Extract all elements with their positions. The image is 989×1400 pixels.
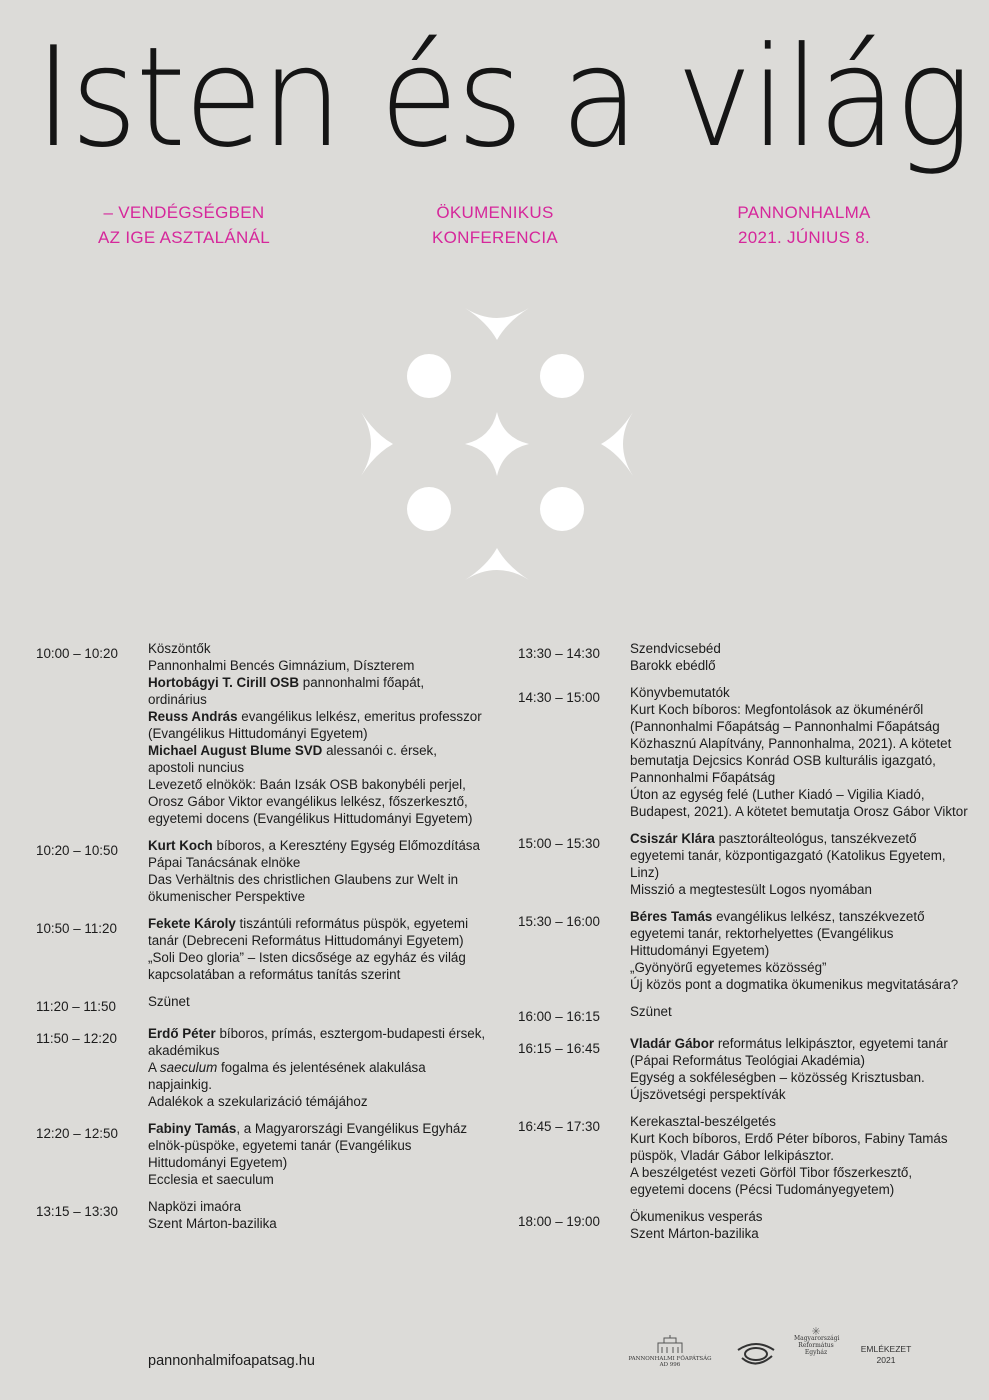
program-text: Das Verhältnis des christlichen Glaubens zur Welt in ökumenischer Perspektive bbox=[148, 872, 459, 904]
speaker-name: Hortobágyi T. Cirill OSB bbox=[148, 675, 300, 690]
program-line bbox=[148, 1059, 486, 1093]
program-text: fogalma és jelentésének alakulása napjainkig. bbox=[148, 1060, 426, 1092]
program-description bbox=[148, 640, 486, 827]
abbey-icon bbox=[655, 1334, 685, 1354]
website-url[interactable]: pannonhalmifoapatsag.hu bbox=[148, 1353, 315, 1369]
program-entry bbox=[36, 1120, 486, 1188]
program-line bbox=[148, 708, 486, 742]
program-text: bíboros, prímás, esztergom-budapesti érsek, akadémikus bbox=[148, 1026, 486, 1058]
program-text: Kerekasztal-beszélgetés bbox=[630, 1114, 776, 1129]
program-text: evangélikus lelkész, tanszékvezető egyetemi tanár, rektorhelyettes (Evangélikus Hittudományi Egyetem) bbox=[630, 909, 925, 958]
program-line bbox=[630, 657, 968, 674]
program-entry bbox=[518, 1003, 968, 1025]
program-text: „Gyönyörű egyetemes közösség” bbox=[630, 960, 827, 975]
program-text: Szent Márton-bazilika bbox=[630, 1226, 759, 1241]
program-text: Szünet bbox=[148, 994, 190, 1009]
program-description bbox=[630, 1208, 968, 1242]
program-entry bbox=[36, 640, 486, 827]
program-description bbox=[630, 684, 968, 820]
program-entry bbox=[518, 684, 968, 820]
speaker-name: Kurt Koch bbox=[148, 838, 213, 853]
program-text: Szent Márton-bazilika bbox=[148, 1216, 277, 1231]
program-entry bbox=[518, 908, 968, 993]
program-entry bbox=[36, 837, 486, 905]
speaker-name: Erdő Péter bbox=[148, 1026, 216, 1041]
program-time: 11:50 – 12:20 bbox=[36, 1031, 117, 1046]
program-description bbox=[148, 1120, 486, 1188]
program-line bbox=[148, 1198, 486, 1215]
program-entry bbox=[36, 915, 486, 983]
program-text: Misszió a megtestesült Logos nyomában bbox=[630, 882, 872, 897]
program-description bbox=[148, 1198, 486, 1232]
program-time: 15:30 – 16:00 bbox=[518, 914, 600, 929]
program-line bbox=[630, 908, 968, 959]
program-text: Pannonhalmi Bencés Gimnázium, Díszterem bbox=[148, 658, 415, 673]
program-line bbox=[630, 1113, 968, 1130]
program-entry bbox=[36, 1198, 486, 1232]
program-line bbox=[148, 1215, 486, 1232]
program-time: 18:00 – 19:00 bbox=[518, 1214, 600, 1229]
program-text: Újszövetségi perspektívák bbox=[630, 1087, 786, 1102]
program-description bbox=[148, 915, 486, 983]
program-text: Levezető elnökök: Baán Izsák OSB bakonybéli perjel, Orosz Gábor Viktor evangélikus lelkész, főszerkesztő, egyetemi docens (Evangélikus Hittudományi Egyetem) bbox=[148, 777, 473, 826]
program-text: Köszöntők bbox=[148, 641, 211, 656]
program-description bbox=[148, 993, 486, 1015]
program-text: Szendvicsebéd bbox=[630, 641, 721, 656]
program-time: 10:50 – 11:20 bbox=[36, 921, 117, 936]
cross-emblem-icon bbox=[357, 304, 637, 584]
program-description bbox=[630, 830, 968, 898]
program-left-column bbox=[36, 640, 486, 1242]
program-right-column bbox=[518, 640, 968, 1252]
program-text: Szünet bbox=[630, 1004, 672, 1019]
program-text: , a Magyarországi Evangélikus Egyház elnök-püspöke, egyetemi tanár (Evangélikus Hittudományi Egyetem) bbox=[148, 1121, 468, 1170]
program-entry bbox=[518, 640, 968, 674]
program-text: Könyvbemutatók bbox=[630, 685, 730, 700]
program-text: Ökumenikus vesperás bbox=[630, 1209, 763, 1224]
program-line bbox=[148, 871, 486, 905]
program-time: 13:30 – 14:30 bbox=[518, 646, 600, 661]
program-line bbox=[630, 1208, 968, 1225]
program-text: alessanói c. érsek, apostoli nuncius bbox=[148, 743, 437, 775]
program-text: Egység a sokféleségben – közösség Krisztusban. bbox=[630, 1070, 925, 1085]
speaker-name: Béres Tamás bbox=[630, 909, 713, 924]
program-text: pannonhalmi főapát, ordinárius bbox=[148, 675, 425, 707]
program-time: 16:00 – 16:15 bbox=[518, 1009, 600, 1024]
program-text: „Soli Deo gloria” – Isten dicsősége az egyház és világ kapcsolatában a református tanítás szerint bbox=[148, 950, 466, 982]
program-line bbox=[630, 881, 968, 898]
program-text: Úton az egység felé (Luther Kiadó – Vigilia Kiadó, Budapest, 2021). A kötetet bemutatja Orosz Gábor Viktor bbox=[630, 787, 968, 819]
program-line bbox=[630, 830, 968, 881]
subtitle-right: PANNONHALMA 2021. JÚNIUS 8. bbox=[737, 203, 871, 247]
program-line bbox=[630, 640, 968, 657]
program-text: Napközi imaóra bbox=[148, 1199, 242, 1214]
speaker-name: Vladár Gábor bbox=[630, 1036, 715, 1051]
program-text: tiszántúli református püspök, egyetemi tanár (Debreceni Református Hittudományi Egyetem) bbox=[148, 916, 469, 948]
program-time: 12:20 – 12:50 bbox=[36, 1126, 118, 1141]
program-line bbox=[148, 1025, 486, 1059]
speaker-name: Fekete Károly bbox=[148, 916, 236, 931]
program-line bbox=[630, 1035, 968, 1069]
program-time: 16:15 – 16:45 bbox=[518, 1041, 600, 1056]
program-line bbox=[148, 1120, 486, 1171]
program-text: saeculum bbox=[159, 1060, 218, 1075]
program-text: evangélikus lelkész, emeritus professzor (Evangélikus Hittudományi Egyetem) bbox=[148, 709, 482, 741]
program-time: 10:00 – 10:20 bbox=[36, 646, 118, 661]
program-text: Új közös pont a dogmatika ökumenikus megvitatására? bbox=[630, 977, 959, 992]
program-line bbox=[148, 1171, 486, 1188]
program-entry bbox=[518, 1113, 968, 1198]
program-text: Adalékok a szekularizáció témájához bbox=[148, 1094, 368, 1109]
program-line bbox=[630, 786, 968, 820]
program-time: 16:45 – 17:30 bbox=[518, 1119, 600, 1134]
program-line bbox=[630, 959, 968, 976]
program-description bbox=[630, 1113, 968, 1198]
program-line bbox=[630, 1225, 968, 1242]
program-entry bbox=[518, 1035, 968, 1103]
program-line bbox=[148, 1093, 486, 1110]
program-line bbox=[148, 949, 486, 983]
program-description bbox=[630, 640, 968, 674]
program-line bbox=[148, 915, 486, 949]
program-description bbox=[148, 1025, 486, 1110]
program-line bbox=[148, 776, 486, 827]
program-time: 13:15 – 13:30 bbox=[36, 1204, 118, 1219]
program-line bbox=[148, 742, 486, 776]
star-icon: ✳ bbox=[811, 1325, 821, 1338]
program-line bbox=[148, 837, 486, 871]
speaker-name: Reuss András bbox=[148, 709, 238, 724]
program-line bbox=[630, 1003, 968, 1020]
program-line bbox=[148, 674, 486, 708]
emlekezet-logo: EMLÉKEZET 2021 bbox=[860, 1344, 912, 1365]
reformatus-egyhaz-logo: ✳ Magyarországi Református Egyház bbox=[794, 1325, 840, 1356]
program-text: református lelkipásztor, egyetemi tanár (Pápai Református Teológiai Akadémia) bbox=[630, 1036, 948, 1068]
program-entry bbox=[518, 830, 968, 898]
program-time: 15:00 – 15:30 bbox=[518, 836, 600, 851]
program-line bbox=[630, 1164, 968, 1198]
program-line bbox=[630, 701, 968, 786]
program-line bbox=[148, 657, 486, 674]
program-line bbox=[148, 640, 486, 657]
program-time: 11:20 – 11:50 bbox=[36, 999, 116, 1014]
program-entry bbox=[518, 1208, 968, 1242]
speaker-name: Csiszár Klára bbox=[630, 831, 715, 846]
program-text: A beszélgetést vezeti Görföl Tibor főszerkesztő, egyetemi docens (Pécsi Tudományegyetem) bbox=[630, 1165, 913, 1197]
program-line bbox=[630, 1086, 968, 1103]
subtitle-left: – VENDÉGSÉGBEN AZ IGE ASZTALÁNÁL bbox=[97, 203, 270, 247]
program-line bbox=[630, 1069, 968, 1086]
program-text: pasztorálteológus, tanszékvezető egyetemi tanár, központigazgató (Katolikus Egyetem, Linz) bbox=[630, 831, 946, 880]
program-description bbox=[630, 1003, 968, 1025]
pannonhalma-logo: PANNONHALMI FŐAPÁTSÁG AD 996 bbox=[628, 1334, 712, 1368]
program-entry bbox=[36, 993, 486, 1015]
speaker-name: Fabiny Tamás bbox=[148, 1121, 237, 1136]
program-text: Barokk ebédlő bbox=[630, 658, 716, 673]
subtitle-center: ÖKUMENIKUS KONFERENCIA bbox=[431, 203, 559, 247]
program-text: Kurt Koch bíboros, Erdő Péter bíboros, Fabiny Tamás püspök, Vladár Gábor lelkipásztor. bbox=[630, 1131, 948, 1163]
program-line bbox=[148, 993, 486, 1010]
program-description bbox=[148, 837, 486, 905]
program-text: Kurt Koch bíboros: Megfontolások az ökuménéről (Pannonhalmi Főapátság – Pannonhalmi Főapátság Közhasznú Alapítvány, Pannonhalma, 2021). A kötetet bemutatja Dejcsics Konrád OSB kulturális igazgató, Pannonhalmi Főapátság bbox=[630, 702, 952, 785]
swirl-logo-icon bbox=[734, 1338, 778, 1368]
program-description bbox=[630, 908, 968, 993]
program-line bbox=[630, 1130, 968, 1164]
program-description bbox=[630, 1035, 968, 1103]
speaker-name: Michael August Blume SVD bbox=[148, 743, 323, 758]
program-line bbox=[630, 976, 968, 993]
program-text: A bbox=[148, 1060, 160, 1075]
page-title: Isten és a világ bbox=[34, 17, 970, 178]
program-time: 14:30 – 15:00 bbox=[518, 690, 600, 705]
program-text: bíboros, a Keresztény Egység Előmozdítása Pápai Tanácsának elnöke bbox=[148, 838, 480, 870]
program-line bbox=[630, 684, 968, 701]
program-time: 10:20 – 10:50 bbox=[36, 843, 118, 858]
program-text: Ecclesia et saeculum bbox=[148, 1172, 274, 1187]
program-entry bbox=[36, 1025, 486, 1110]
